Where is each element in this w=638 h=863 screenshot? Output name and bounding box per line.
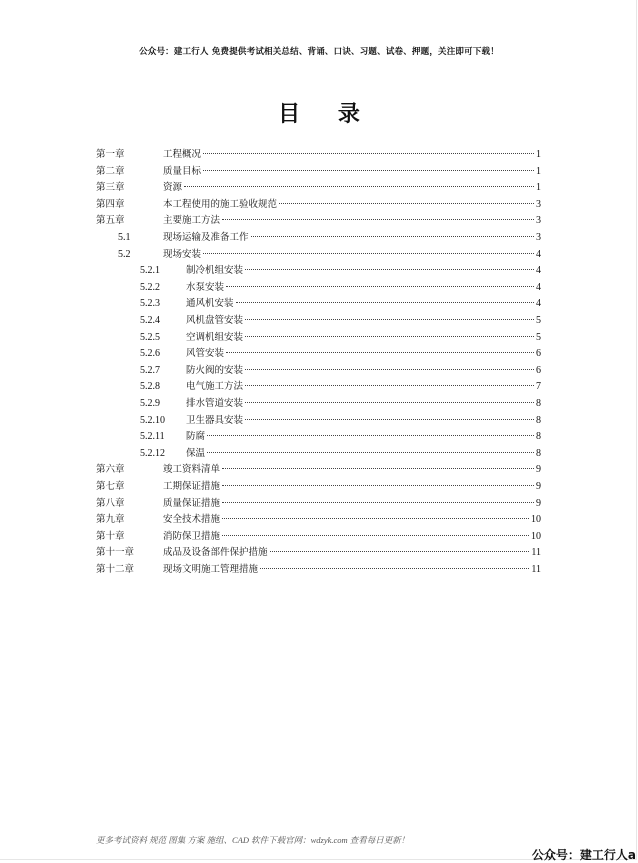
toc-entry-page: 1 [536,165,541,177]
toc-entry-page: 8 [536,431,541,443]
dot-leader [207,435,534,436]
toc-entry-title: 成品及设备部件保护措施 [163,547,268,559]
dot-leader [245,385,534,386]
toc-entry-number: 第十一章 [96,547,135,559]
toc-entry-number: 5.2.5 [140,331,160,343]
toc-entry-page: 9 [536,481,541,492]
toc-entry[interactable] [96,530,541,544]
dot-leader [245,369,534,370]
dot-leader [245,319,534,320]
dot-leader [222,518,529,519]
toc-entry-title: 水泵安装 [186,281,225,293]
page-title: 目 录 [278,101,360,127]
dot-leader [222,219,534,220]
toc-entry-title: 现场文明施工管理措施 [163,564,259,575]
toc-entry-number: 第一章 [96,149,125,160]
toc-entry-number: 第十二章 [96,564,135,575]
toc-entry-title: 通风机安装 [186,298,234,310]
dot-leader [279,203,534,204]
toc-entry-title: 竣工资料清单 [163,464,221,476]
toc-entry[interactable] [96,198,541,212]
toc-entry[interactable] [96,165,541,179]
toc-entry-number: 第三章 [96,182,125,194]
toc-entry-title: 防火阀的安装 [186,364,244,376]
toc-entry-number: 5.2.6 [140,348,160,360]
toc-entry[interactable] [96,463,541,477]
toc-entry-title: 电气施工方法 [186,381,244,393]
toc-entry-number: 第九章 [96,514,125,526]
toc-entry[interactable] [140,397,541,411]
toc-entry-title: 消防保卫措施 [163,530,221,542]
toc-entry-number: 5.2.7 [140,364,160,376]
toc-entry-page: 4 [536,281,541,293]
toc-entry-title: 保温 [186,447,206,459]
toc-entry-page: 8 [536,414,541,426]
dot-leader [203,253,534,254]
toc-entry[interactable] [140,314,541,328]
toc-entry-number: 5.1 [118,232,131,243]
toc-entry-page: 7 [536,381,541,393]
toc-entry-title: 工期保证措施 [163,481,221,492]
toc-entry-number: 5.2.2 [140,281,160,293]
toc-entry-page: 5 [536,331,541,343]
toc-entry-page: 3 [536,215,541,227]
toc-entry[interactable] [96,148,541,162]
toc-entry[interactable] [118,231,541,245]
toc-entry-page: 6 [536,348,541,360]
toc-entry[interactable] [140,264,541,278]
toc-entry-title: 质量保证措施 [163,497,221,509]
toc-entry[interactable] [96,214,541,228]
toc-entry-page: 1 [536,149,541,160]
toc-entry[interactable] [96,181,541,195]
toc-entry-number: 第二章 [96,165,125,177]
toc-entry[interactable] [96,563,541,577]
toc-entry[interactable] [140,331,541,345]
toc-entry-title: 本工程使用的施工验收规范 [163,198,278,210]
toc-entry-page: 11 [531,547,541,559]
toc-entry-page: 4 [536,248,541,260]
toc-entry-page: 1 [536,182,541,194]
page-footer: 更多考试资料 规范 图集 方案 施组、CAD 软件下载官网：wdzyk.com 查看每日更新！ [96,835,410,845]
dot-leader [184,186,534,187]
toc-entry-title: 风机盘管安装 [186,315,244,326]
toc-entry-title: 风管安装 [186,348,225,360]
toc-entry-number: 5.2 [118,248,131,260]
toc-entry-number: 5.2.8 [140,381,160,393]
toc-entry-number: 5.2.12 [140,447,165,459]
toc-entry-page: 9 [536,464,541,476]
page-header: 公众号：建工行人 免费提供考试相关总结、背诵、口诀、习题、试卷、押题，关注即可下载！ [139,47,499,57]
dot-leader [226,352,534,353]
toc-entry-page: 8 [536,447,541,459]
toc-entry-title: 制冷机组安装 [186,265,244,277]
toc-entry-number: 5.2.9 [140,398,160,409]
toc-entry-page: 4 [536,265,541,277]
dot-leader [222,502,534,503]
dot-leader [226,286,534,287]
toc-entry-title: 主要施工方法 [163,215,221,227]
toc-entry[interactable] [96,497,541,511]
toc-entry-title: 现场安装 [163,248,202,260]
dot-leader [245,336,534,337]
toc-entry-page: 4 [536,298,541,310]
toc-entry-number: 第八章 [96,497,125,509]
dot-leader [245,419,534,420]
dot-leader [222,468,534,469]
dot-leader [270,551,530,552]
toc-entry[interactable] [140,347,541,361]
toc-entry[interactable] [140,380,541,394]
toc-entry[interactable] [118,248,541,262]
toc-entry-page: 3 [536,232,541,243]
toc-entry-page: 6 [536,364,541,376]
toc-entry-page: 8 [536,398,541,409]
toc-entry-title: 空调机组安装 [186,331,244,343]
toc-entry[interactable] [140,297,541,311]
dot-leader [245,269,534,270]
toc-entry[interactable] [140,281,541,295]
toc-entry-number: 第五章 [96,215,125,227]
toc-entry[interactable] [96,546,541,560]
toc-entry-number: 5.2.11 [140,431,165,443]
watermark: 公众号：建工行人a [531,848,636,862]
dot-leader [260,568,529,569]
toc-entry-page: 3 [536,198,541,210]
toc-entry-page: 11 [531,564,541,575]
toc-entry-page: 5 [536,315,541,326]
toc-entry-page: 9 [536,497,541,509]
toc-entry[interactable] [140,430,541,444]
toc-entry-title: 现场运输及准备工作 [163,232,249,243]
toc-entry-page: 10 [531,514,541,526]
dot-leader [203,153,534,154]
toc-entry[interactable] [140,364,541,378]
toc-entry-number: 第七章 [96,481,125,492]
toc-entry[interactable] [140,447,541,461]
dot-leader [251,236,534,237]
toc-entry-title: 安全技术措施 [163,514,221,526]
dot-leader [245,402,534,403]
toc-entry-number: 5.2.1 [140,265,160,277]
toc-entry-number: 第六章 [96,464,125,476]
toc-entry-number: 第四章 [96,198,125,210]
toc-entry-number: 5.2.3 [140,298,160,310]
toc-entry-number: 5.2.10 [140,414,165,426]
toc-entry-title: 资源 [163,182,183,194]
toc-entry-title: 排水管道安装 [186,398,244,409]
toc-entry-title: 质量目标 [163,165,202,177]
toc-entry-title: 卫生器具安装 [186,414,244,426]
dot-leader [207,452,534,453]
toc-entry-title: 防腐 [186,431,206,443]
dot-leader [222,485,534,486]
dot-leader [222,535,529,536]
toc-entry[interactable] [140,414,541,428]
dot-leader [203,170,534,171]
toc-entry[interactable] [96,480,541,494]
toc-entry-page: 10 [531,530,541,542]
dot-leader [236,302,534,303]
toc-entry[interactable] [96,513,541,527]
toc-entry-number: 5.2.4 [140,315,160,326]
toc-entry-title: 工程概况 [163,149,202,160]
toc-entry-number: 第十章 [96,530,125,542]
